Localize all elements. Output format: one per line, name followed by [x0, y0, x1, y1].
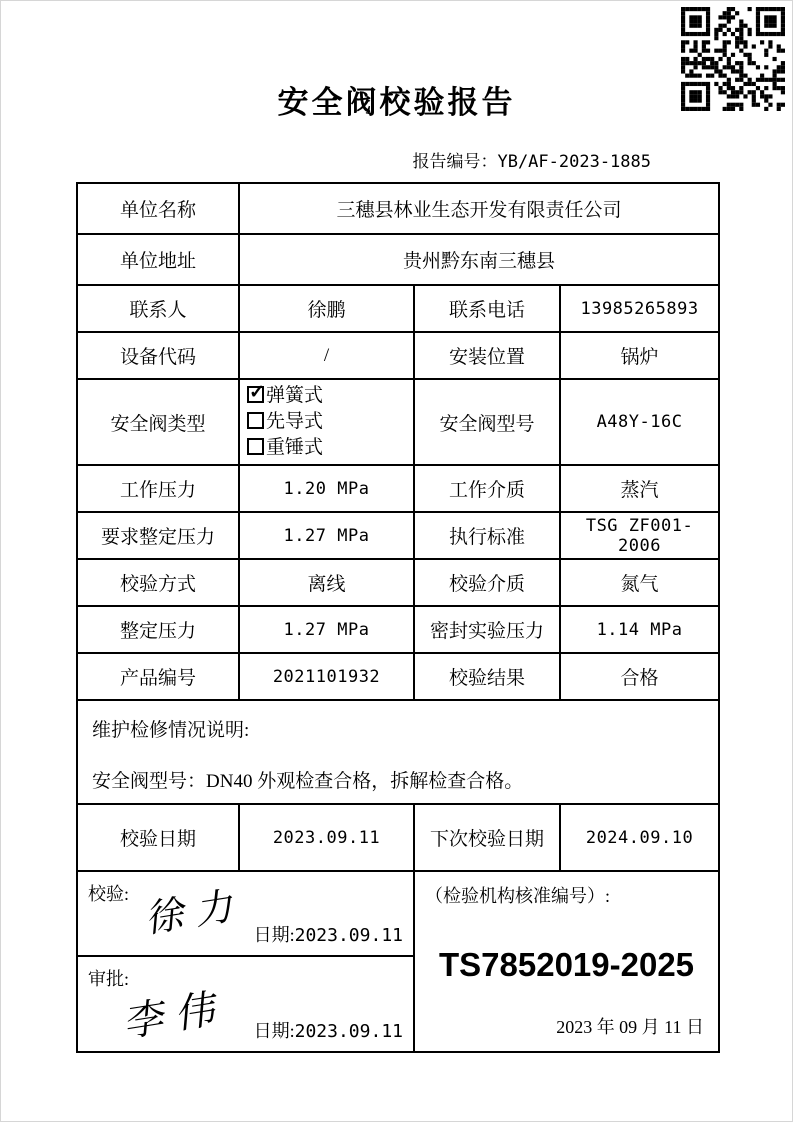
- approver-signature-cell: [77, 956, 414, 1052]
- verify-result-label: 校验结果: [414, 653, 560, 700]
- verifier-date-line: [254, 921, 403, 947]
- verifier-date-value: 2023.09.11: [294, 925, 403, 946]
- verify-date-value: 2023.09.11: [239, 804, 414, 871]
- table-row: [77, 234, 719, 285]
- approval-number-cell: [414, 871, 719, 1052]
- unit-address-label: 单位地址: [77, 234, 239, 285]
- verify-date-label: 校验日期: [77, 804, 239, 871]
- table-row: [77, 332, 719, 379]
- maintenance-cell: [77, 700, 719, 804]
- working-pressure-label: 工作压力: [77, 465, 239, 512]
- valve-model-value: A48Y-16C: [560, 379, 719, 465]
- verifier-date-label: 日期:: [253, 925, 295, 945]
- required-set-pressure-label: 要求整定压力: [77, 512, 239, 559]
- device-code-label: 设备代码: [77, 332, 239, 379]
- checkbox-pilot-label: 先导式: [266, 411, 324, 432]
- contact-value: 徐鹏: [239, 285, 414, 332]
- table-row: [77, 653, 719, 700]
- valve-type-option-pilot: [247, 411, 323, 432]
- report-number-value: YB/AF-2023-1885: [497, 152, 651, 172]
- valve-type-options-cell: [239, 379, 414, 465]
- report-number-line: [1, 147, 651, 172]
- verifier-signature-cell: [77, 871, 414, 956]
- maintenance-title: 维护检修情况说明:: [92, 720, 250, 741]
- valve-type-label: 安全阀类型: [77, 379, 239, 465]
- table-row: [77, 512, 719, 559]
- seal-test-pressure-label: 密封实验压力: [414, 606, 560, 653]
- standard-label: 执行标准: [414, 512, 560, 559]
- checkbox-weight-type[interactable]: [247, 438, 264, 455]
- phone-value: 13985265893: [560, 285, 719, 332]
- working-medium-label: 工作介质: [414, 465, 560, 512]
- valve-type-option-weight: [247, 435, 411, 461]
- valve-model-label: 安全阀型号: [414, 379, 560, 465]
- required-set-pressure-value: 1.27 MPa: [239, 512, 414, 559]
- maintenance-detail: 安全阀型号：DN40 外观检查合格，拆解检查合格。: [92, 771, 524, 792]
- table-row: [77, 804, 719, 871]
- check-icon: ✓: [249, 382, 265, 403]
- approver-label: 审批:: [88, 969, 130, 989]
- approver-date-value: 2023.09.11: [294, 1021, 403, 1042]
- verify-method-value: 离线: [239, 559, 414, 606]
- table-row: [77, 285, 719, 332]
- approval-number-value: TS7852019-2025: [438, 946, 695, 983]
- approver-date-line: [254, 1017, 403, 1043]
- table-row: [77, 379, 719, 465]
- next-verify-date-value: 2024.09.10: [560, 804, 719, 871]
- table-row: [77, 871, 719, 956]
- report-table: [76, 182, 720, 1053]
- unit-name-value: 三穗县林业生态开发有限责任公司: [239, 183, 719, 234]
- checkbox-pilot-type[interactable]: [247, 412, 264, 429]
- contact-label: 联系人: [77, 285, 239, 332]
- verifier-label: 校验:: [88, 884, 130, 904]
- working-pressure-value: 1.20 MPa: [239, 465, 414, 512]
- verify-medium-value: 氮气: [560, 559, 719, 606]
- table-row: [77, 606, 719, 653]
- set-pressure-value: 1.27 MPa: [239, 606, 414, 653]
- product-no-value: 2021101932: [239, 653, 414, 700]
- verify-method-label: 校验方式: [77, 559, 239, 606]
- install-location-label: 安装位置: [414, 332, 560, 379]
- table-row: [77, 465, 719, 512]
- report-number-label: 报告编号：: [412, 152, 498, 171]
- seal-test-pressure-value: 1.14 MPa: [560, 606, 719, 653]
- verify-result-value: 合格: [560, 653, 719, 700]
- table-row: [77, 183, 719, 234]
- approver-signature: 李伟: [124, 983, 232, 1046]
- page-title: 安全阀校验报告: [277, 85, 516, 120]
- set-pressure-label: 整定压力: [77, 606, 239, 653]
- approval-date: 2023 年 09 月 11 日: [556, 1017, 705, 1037]
- install-location-value: 锅炉: [560, 332, 719, 379]
- verify-medium-label: 校验介质: [414, 559, 560, 606]
- checkbox-weight-label: 重锤式: [266, 437, 324, 458]
- working-medium-value: 蒸汽: [560, 465, 719, 512]
- product-no-label: 产品编号: [77, 653, 239, 700]
- checkbox-spring-label: 弹簧式: [266, 385, 324, 406]
- next-verify-date-label: 下次校验日期: [414, 804, 560, 871]
- verifier-signature: 徐力: [146, 882, 249, 942]
- phone-label: 联系电话: [414, 285, 560, 332]
- valve-type-option-spring: [247, 382, 324, 406]
- standard-value: TSG ZF001-2006: [560, 512, 719, 559]
- unit-address-value: 贵州黔东南三穗县: [239, 234, 719, 285]
- table-row: [77, 559, 719, 606]
- device-code-value: /: [239, 332, 414, 379]
- table-row: [77, 700, 719, 804]
- approval-number-label: （检验机构核准编号）:: [425, 886, 610, 906]
- unit-name-label: 单位名称: [77, 183, 239, 234]
- checkbox-spring-type[interactable]: [247, 382, 265, 403]
- approver-date-label: 日期:: [253, 1021, 295, 1041]
